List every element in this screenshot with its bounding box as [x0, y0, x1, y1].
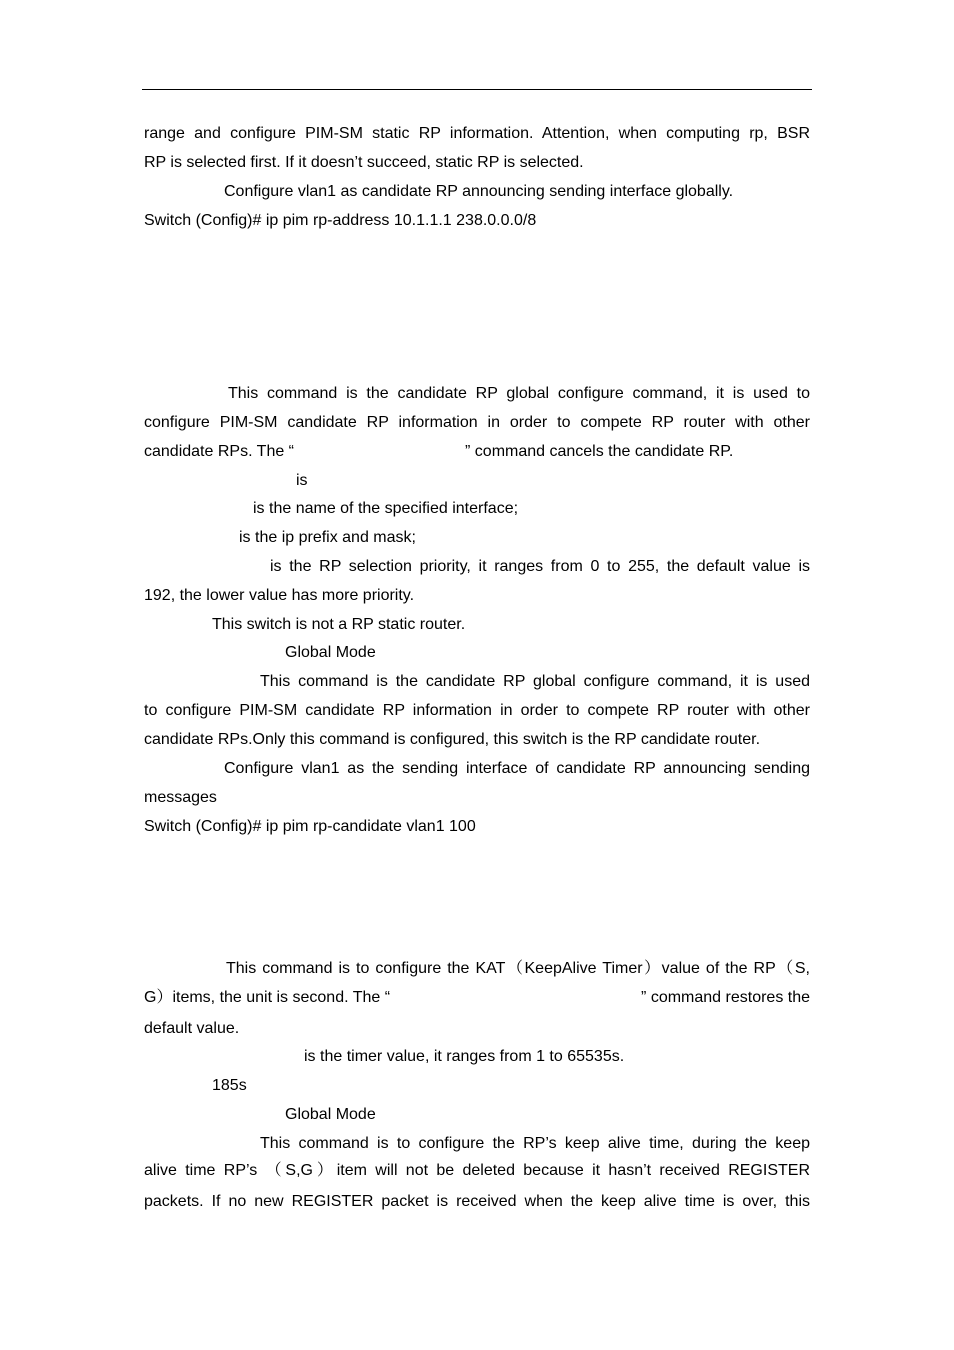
parameter-line: is the name of the specified interface;: [253, 500, 519, 517]
example-description: Configure vlan1 as candidate RP announcing sending interface globally.: [224, 183, 734, 200]
example-command: Switch (Config)# ip pim rp-address 10.1.1.1 238.0.0.0/8: [144, 212, 537, 229]
text-line: [144, 442, 733, 462]
usage-guide: This command is the candidate RP global configure command, it is used: [260, 673, 810, 690]
text-line: packets. If no new REGISTER packet is received when the keep alive time is over, this: [144, 1193, 810, 1210]
parameter-line: is the RP selection priority, it ranges from 0 to 255, the default value is: [270, 558, 810, 575]
text-line: default value.: [144, 1020, 240, 1037]
text-fragment: candidate RPs. The “: [144, 443, 295, 460]
text-line: 192, the lower value has more priority.: [144, 587, 415, 604]
text-fragment: G）items, the unit is second. The “: [144, 989, 391, 1006]
parameter-line: is: [296, 472, 308, 489]
header-rule: [142, 89, 812, 90]
text-line: messages: [144, 789, 217, 806]
default-value: 185s: [212, 1077, 247, 1094]
text-line: configure PIM-SM candidate RP information in order to compete RP router with other: [144, 414, 810, 431]
text-line: [144, 988, 810, 1008]
command-mode: Global Mode: [285, 644, 376, 661]
usage-guide: This command is to configure the RP’s keep alive time, during the keep: [260, 1135, 810, 1152]
text-line: RP is selected first. If it doesn’t succeed, static RP is selected.: [144, 154, 584, 171]
example-command: Switch (Config)# ip pim rp-candidate vlan1 100: [144, 818, 476, 835]
text-fragment: ” command cancels the candidate RP.: [465, 443, 734, 460]
text-fragment: ” command restores the: [641, 989, 810, 1006]
function-description: This command is to configure the KAT（KeepAlive Timer）value of the RP（S,: [226, 960, 810, 977]
command-mode: Global Mode: [285, 1106, 376, 1123]
text-line: This command is the candidate RP global configure command, it is used to: [228, 385, 810, 402]
parameter-line: is the timer value, it ranges from 1 to 65535s.: [304, 1048, 625, 1065]
text-line: to configure PIM-SM candidate RP information in order to compete RP router with other: [144, 702, 810, 719]
text-line: alive time RP’s （S,G）item will not be deleted because it hasn’t received REGISTER: [144, 1162, 810, 1179]
example-description: Configure vlan1 as the sending interface of candidate RP announcing sending: [224, 760, 810, 777]
text-line: range and configure PIM-SM static RP information. Attention, when computing rp, BSR: [144, 125, 810, 142]
default-value: This switch is not a RP static router.: [212, 616, 466, 633]
text-line: candidate RPs.Only this command is configured, this switch is the RP candidate router.: [144, 731, 761, 748]
parameter-line: is the ip prefix and mask;: [239, 529, 416, 546]
